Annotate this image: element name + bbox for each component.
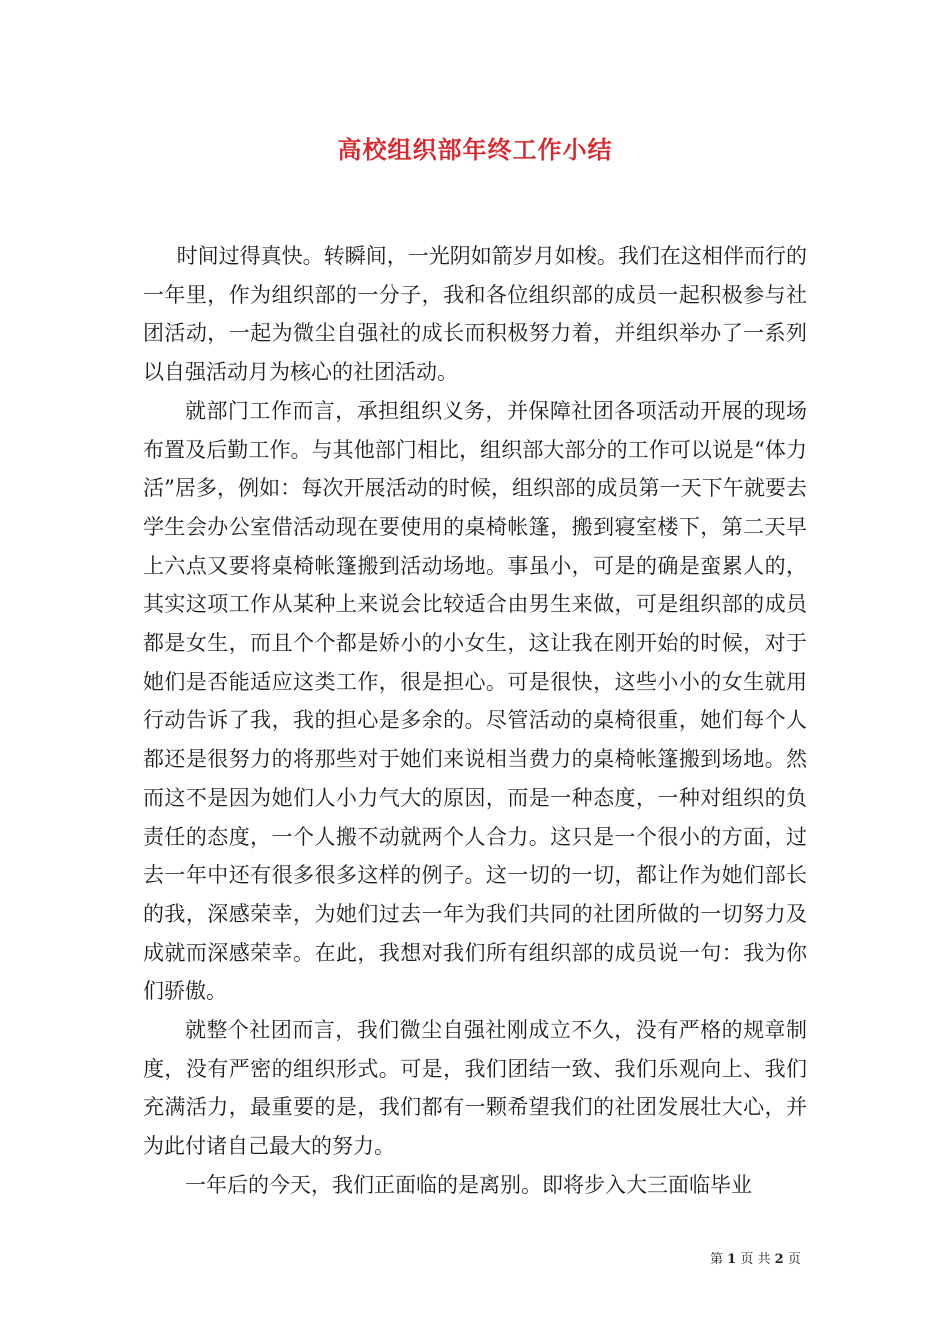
paragraph-4: 一年后的今天，我们正面临的是离别。即将步入大三面临毕业 [185,1172,752,1197]
footer-suffix: 页 [787,1252,801,1267]
footer-current-page: 1 [727,1252,737,1267]
paragraph-3: 就整个社团而言，我们微尘自强社刚成立不久，没有严格的规章制度，没有严密的组织形式。可是，我们团结一致、我们乐观向上、我们充满活力，最重要的是，我们都有一颗希望我们的社团发展壮大心，并为此付诸自己最大的努力。 [143,1018,807,1159]
footer-prefix: 第 [710,1252,724,1267]
document-title: 高校组织部年终工作小结 [337,135,613,164]
paragraph-1: 时间过得真快。转瞬间，一光阴如箭岁月如梭。我们在这相伴而行的一年里，作为组织部的一分子，我和各位组织部的成员一起积极参与社团活动，一起为微尘自强社的成长而积极努力着，并组织举办了一系列以自强活动月为核心的社团活动。 [143,244,807,385]
paragraph-2: 就部门工作而言，承担组织义务，并保障社团各项活动开展的现场布置及后勤工作。与其他部门相比，组织部大部分的工作可以说是“体力活”居多，例如：每次开展活动的时候，组织部的成员第一天下午就要去学生会办公室借活动现在要使用的桌椅帐篷，搬到寝室楼下，第二天早上六点又要将桌椅帐篷搬到活动场地。事虽小，可是的确是蛮累人的，其实这项工作从某种上来说会比较适合由男生来做，可是组织部的成员都是女生，而且个个都是娇小的小女生，这让我在刚开始的时候，对于她们是否能适应这类工作，很是担心。可是很快，这些小小的女生就用行动告诉了我，我的担心是多余的。尽管活动的桌椅很重，她们每个人都还是很努力的将那些对于她们来说相当费力的桌椅帐篷搬到场地。然而这不是因为她们人小力气大的原因，而是一种态度，一种对组织的负责任的态度，一个人搬不动就两个人合力。这只是一个很小的方面，过去一年中还有很多很多这样的例子。这一切的一切，都让作为她们部长的我，深感荣幸，为她们过去一年为我们共同的社团所做的一切努力及成就而深感荣幸。在此，我想对我们所有组织部的成员说一句：我为你们骄傲。 [143,398,807,1004]
footer-total-pages: 2 [774,1252,784,1267]
document-body [143,237,807,1205]
page-number-footer [710,1248,801,1267]
footer-middle: 页 共 [740,1252,771,1267]
